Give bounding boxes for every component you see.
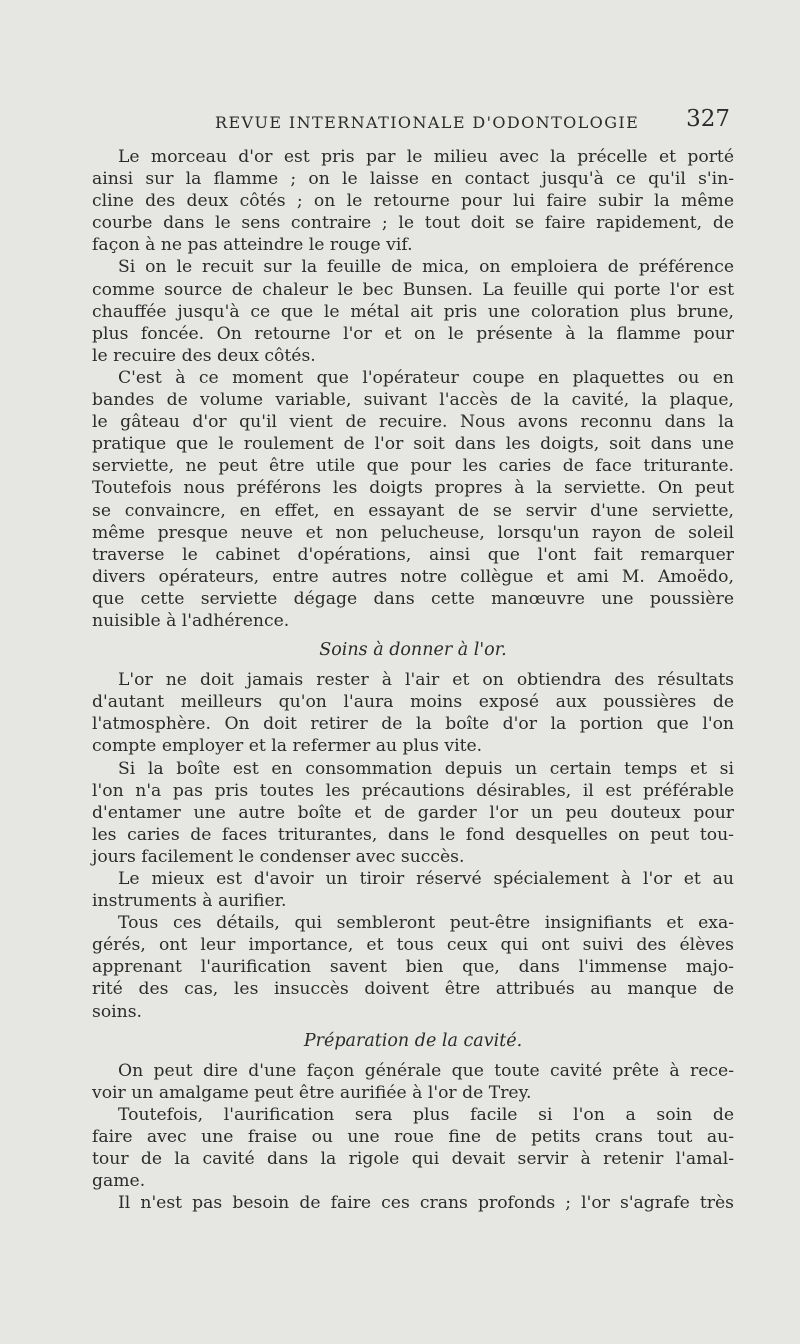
text-line: façon à ne pas atteindre le rouge vif. (92, 235, 413, 256)
text-line: L'or ne doit jamais rester à l'air et on obtiendra des résultats (118, 670, 734, 691)
text-line: Si on le recuit sur la feuille de mica, on emploiera de préférence (118, 257, 734, 278)
text-line: nuisible à l'adhérence. (92, 610, 290, 631)
text-line: instruments à aurifier. (92, 891, 287, 912)
text-line: faire avec une fraise ou une roue fine de petits crans tout au- (92, 1127, 734, 1148)
text-line: Toutefois, l'aurification sera plus facile si l'on a soin de (118, 1104, 734, 1125)
paragraph (92, 256, 734, 366)
text-line: d'entamer une autre boîte et de garder l'or un peu douteux pour (92, 802, 734, 823)
paragraph (92, 868, 734, 912)
text-line: serviette, ne peut être utile que pour les caries de face triturante. (92, 456, 734, 477)
article-body (92, 146, 734, 1214)
text-line: On peut dire d'une façon générale que toute cavité prête à rece- (118, 1060, 734, 1081)
text-line: tour de la cavité dans la rigole qui devait servir à retenir l'amal- (92, 1149, 734, 1170)
text-block-1 (92, 146, 734, 632)
text-line: Tous ces détails, qui sembleront peut-être insignifiants et exa- (118, 913, 734, 934)
text-line: les caries de faces triturantes, dans le fond desquelles on peut tou- (92, 824, 734, 845)
text-line: apprenant l'aurification savent bien que, dans l'immense majo- (92, 957, 734, 978)
text-line: chauffée jusqu'à ce que le métal ait pris une coloration plus brune, (92, 301, 734, 322)
text-line: même presque neuve et non pelucheuse, lorsqu'un rayon de soleil (92, 522, 734, 543)
text-line: Le morceau d'or est pris par le milieu avec la précelle et porté (118, 147, 734, 167)
text-line: que cette serviette dégage dans cette manœuvre une poussière (92, 588, 734, 609)
text-line: divers opérateurs, entre autres notre collègue et ami M. Amoëdo, (92, 566, 734, 587)
text-line: voir un amalgame peut être aurifiée à l'or de Trey. (92, 1082, 532, 1103)
text-line: Il n'est pas besoin de faire ces crans profonds ; l'or s'agrafe très (118, 1193, 734, 1214)
paragraph (92, 669, 734, 757)
text-line: comme source de chaleur le bec Bunsen. La feuille qui porte l'or est (92, 279, 734, 300)
text-line: bandes de volume variable, suivant l'accès de la cavité, la plaque, (92, 390, 734, 411)
text-line: Si la boîte est en consommation depuis un certain temps et si (118, 758, 734, 779)
text-line: le gâteau d'or qu'il vient de recuire. Nous avons reconnu dans la (92, 412, 734, 433)
text-line: compte employer et la refermer au plus vite. (92, 736, 483, 757)
text-line: l'on n'a pas pris toutes les précautions désirables, il est préférable (92, 780, 734, 801)
journal-title: REVUE INTERNATIONALE D'ODONTOLOGIE (215, 113, 640, 132)
text-line: Le mieux est d'avoir un tiroir réservé spécialement à l'or et au (118, 869, 734, 889)
text-line: rité des cas, les insuccès doivent être attribués au manque de (92, 979, 734, 1000)
paragraph (92, 367, 734, 632)
section-heading-soins: Soins à donner à l'or. (319, 640, 507, 661)
text-block-3 (92, 1060, 734, 1215)
text-line: plus foncée. On retourne l'or et on le présente à la flamme pour (92, 323, 734, 344)
text-line: l'atmosphère. On doit retirer de la boîte d'or la portion que l'on (92, 714, 734, 735)
text-line: Toutefois nous préférons les doigts propres à la serviette. On peut (92, 478, 734, 499)
page-number: 327 (686, 106, 730, 132)
paragraph (92, 1104, 734, 1192)
text-line: traverse le cabinet d'opérations, ainsi que l'ont fait remarquer (92, 544, 734, 565)
text-line: gérés, ont leur importance, et tous ceux qui ont suivi des élèves (92, 935, 734, 956)
text-line: pratique que le roulement de l'or soit dans les doigts, soit dans une (92, 434, 734, 455)
text-line: ainsi sur la flamme ; on le laisse en contact jusqu'à ce qu'il s'in- (92, 169, 734, 190)
paragraph (92, 146, 734, 256)
text-block-2 (92, 669, 734, 1023)
text-line: C'est à ce moment que l'opérateur coupe en plaquettes ou en (118, 367, 734, 388)
section-heading-preparation: Préparation de la cavité. (303, 1030, 523, 1051)
text-line: cline des deux côtés ; on le retourne pour lui faire subir la même (92, 191, 734, 212)
text-line: soins. (92, 1001, 143, 1022)
text-line: game. (92, 1171, 146, 1192)
paragraph (92, 912, 734, 1022)
paragraph (92, 1192, 734, 1214)
text-line: jours facilement le condenser avec succès. (92, 846, 465, 867)
text-line: d'autant meilleurs qu'on l'aura moins exposé aux poussières de (92, 692, 734, 713)
text-line: le recuire des deux côtés. (92, 345, 316, 366)
text-line: se convaincre, en effet, en essayant de se servir d'une serviette, (92, 500, 734, 521)
paragraph (92, 1060, 734, 1104)
paragraph (92, 758, 734, 868)
text-line: courbe dans le sens contraire ; le tout doit se faire rapidement, de (92, 213, 734, 234)
